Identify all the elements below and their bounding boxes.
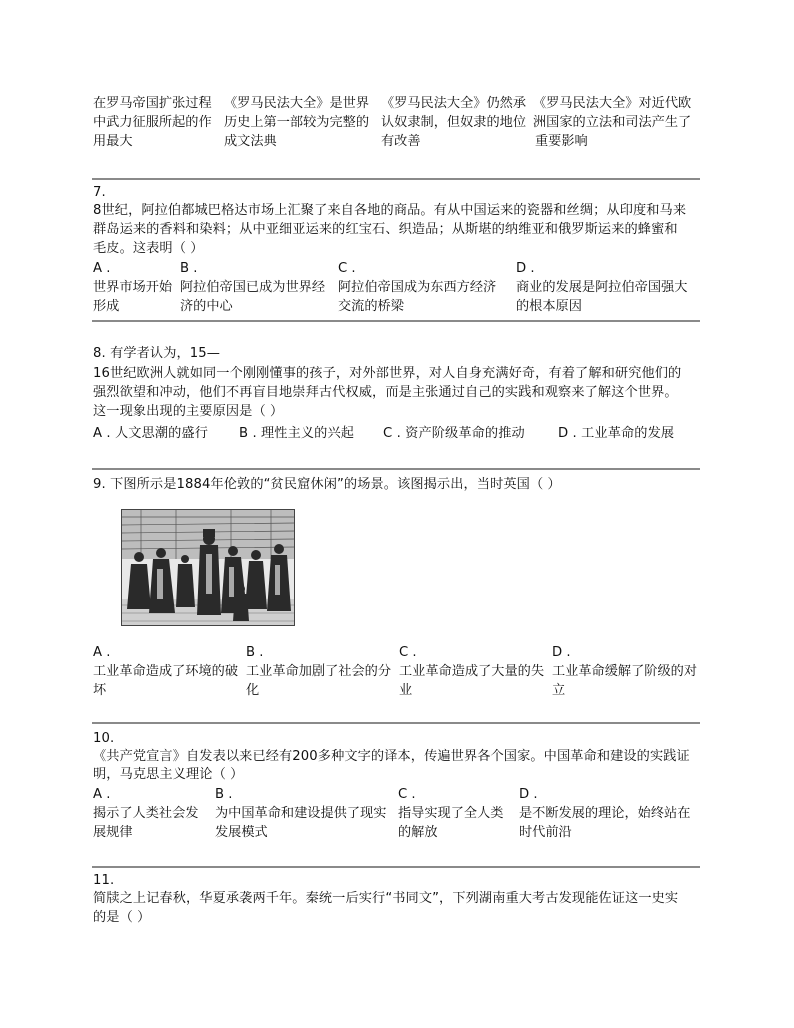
option-b[interactable]	[180, 259, 325, 316]
option-line: 形成	[93, 299, 120, 314]
option-line: 《罗马民法大全》仍然承	[381, 96, 527, 111]
question-number: 8. 有学者认为，15—	[93, 346, 221, 361]
prev-option-c[interactable]	[381, 94, 526, 151]
option-line: 工业革命加剧了社会的分	[246, 664, 392, 679]
question-stem-line: 9. 下图所示是1884年伦敦的“贫民窟休闲”的场景。该图揭示出，当时英国（ ）	[93, 477, 561, 492]
option-line: 世界市场开始	[93, 280, 173, 295]
option-line: 工业革命造成了环境的破	[93, 664, 239, 679]
question-divider	[92, 866, 700, 868]
option-a[interactable]	[93, 643, 238, 700]
option-letter: B .	[215, 787, 233, 802]
option-line: 有改善	[381, 134, 421, 149]
option-letter: C .	[398, 787, 416, 802]
question-divider	[92, 468, 700, 470]
option-line: 发展模式	[215, 825, 268, 840]
option-letter: B .	[180, 261, 198, 276]
option-line: 成文法典	[224, 134, 277, 149]
option-c[interactable]	[398, 785, 504, 842]
option-d[interactable]: D . 工业革命的发展	[558, 426, 675, 441]
question-divider	[92, 722, 700, 724]
option-line: 指导实现了全人类	[398, 806, 504, 821]
option-line: 重要影响	[535, 134, 588, 149]
question-stem-line: 这一现象出现的主要原因是（ ）	[93, 404, 284, 419]
question-stem-line: 毛皮。这表明（ ）	[93, 241, 204, 256]
option-letter: A .	[93, 787, 111, 802]
option-line: 展规律	[93, 825, 133, 840]
option-line: 交流的桥梁	[338, 299, 404, 314]
question-number: 11.	[93, 873, 115, 888]
option-line: 认奴隶制，但奴隶的地位	[381, 115, 527, 130]
option-line: 历史上第一部较为完整的	[224, 115, 370, 130]
question-divider	[92, 320, 700, 322]
option-line: 中武力征服所起的作	[93, 115, 212, 130]
option-line: 《罗马民法大全》对近代欧	[533, 96, 692, 111]
option-line: 阿拉伯帝国成为东西方经济	[338, 280, 497, 295]
option-line: 用最大	[93, 134, 133, 149]
option-line: 商业的发展是阿拉伯帝国强大	[516, 280, 688, 295]
option-line: 时代前沿	[519, 825, 572, 840]
question-stem-line: 《共产党宣言》自发表以来已经有200多种文字的译本，传遍世界各个国家。中国革命和建设的实践证	[93, 749, 690, 764]
option-c[interactable]: C . 资产阶级革命的推动	[383, 426, 525, 441]
option-letter: A .	[93, 645, 111, 660]
question-number: 10.	[93, 731, 115, 746]
option-c[interactable]	[399, 643, 544, 700]
option-a[interactable]	[93, 259, 172, 316]
option-letter: C .	[338, 261, 356, 276]
question-stem-line: 的是（ ）	[93, 910, 151, 925]
option-d[interactable]	[516, 259, 687, 316]
question-stem-line: 16世纪欧洲人就如同一个刚刚懂事的孩子，对外部世界，对人自身充满好奇，有着了解和研究他们的	[93, 366, 682, 381]
option-letter: D .	[516, 261, 535, 276]
option-line: 在罗马帝国扩张过程	[93, 96, 212, 111]
question-divider	[92, 178, 700, 180]
question-stem-line: 群岛运来的香料和染料；从中亚细亚运来的红宝石、织造品；从斯堪的纳维亚和俄罗斯运来的蜂蜜和	[93, 222, 678, 237]
option-line: 《罗马民法大全》是世界	[224, 96, 370, 111]
option-b[interactable]: B . 理性主义的兴起	[239, 426, 355, 441]
option-line: 立	[552, 683, 566, 698]
option-line: 洲国家的立法和司法产生了	[533, 115, 692, 130]
option-line: 工业革命造成了大量的失	[399, 664, 545, 679]
option-d[interactable]	[552, 643, 697, 700]
option-line: 为中国革命和建设提供了现实	[215, 806, 387, 821]
question-stem-line: 强烈欲望和冲动，他们不再盲目地崇拜古代权威，而是主张通过自己的实践和观察来了解这个世界。	[93, 385, 678, 400]
option-a[interactable]	[93, 785, 199, 842]
question-number: 7.	[93, 185, 106, 200]
question-stem-line: 简牍之上记春秋，华夏承袭两千年。秦统一后实行“书同文”，下列湖南重大考古发现能佐证这一史实	[93, 891, 679, 906]
option-line: 济的中心	[180, 299, 233, 314]
option-b[interactable]	[246, 643, 391, 700]
prev-option-b[interactable]	[224, 94, 369, 151]
option-letter: A .	[93, 261, 111, 276]
option-line: 坏	[93, 683, 107, 698]
prev-option-d[interactable]	[533, 94, 691, 151]
option-b[interactable]	[215, 785, 386, 842]
option-letter: D .	[552, 645, 571, 660]
option-line: 的解放	[398, 825, 438, 840]
question-stem-line: 明，马克思主义理论（ ）	[93, 767, 244, 782]
option-d[interactable]	[519, 785, 690, 842]
prev-option-a[interactable]	[93, 94, 212, 151]
option-line: 阿拉伯帝国已成为世界经	[180, 280, 326, 295]
option-line: 工业革命缓解了阶级的对	[552, 664, 698, 679]
option-letter: C .	[399, 645, 417, 660]
question-stem-line: 8世纪，阿拉伯都城巴格达市场上汇聚了来自各地的商品。有从中国运来的瓷器和丝绸；从印度和马来	[93, 203, 687, 218]
option-line: 化	[246, 683, 260, 698]
option-letter: B .	[246, 645, 264, 660]
option-line: 业	[399, 683, 413, 698]
option-line: 的根本原因	[516, 299, 582, 314]
option-c[interactable]	[338, 259, 496, 316]
option-a[interactable]: A . 人文思潮的盛行	[93, 426, 209, 441]
option-letter: D .	[519, 787, 538, 802]
option-line: 揭示了人类社会发	[93, 806, 199, 821]
option-line: 是不断发展的理论，始终站在	[519, 806, 691, 821]
slum-leisure-illustration	[121, 509, 295, 626]
